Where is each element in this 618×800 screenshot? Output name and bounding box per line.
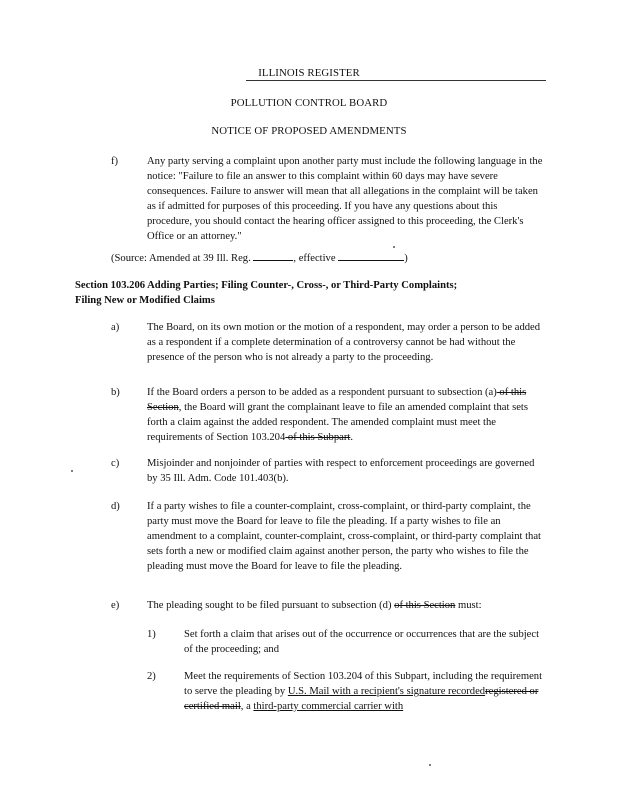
source-prefix: (Source: Amended at 39 Ill. Reg. [111,253,251,264]
para-e-part-1: The pleading sought to be filed pursuant to subsection (d) [147,600,395,611]
para-b-label: b) [111,387,120,398]
para-b-struck-1: of this Section [147,387,527,413]
para-d-label: d) [111,501,120,512]
item-2-inserted-2: third-party commercial carrier with [253,701,404,712]
para-d-text: If a party wishes to file a counter-complaint, cross-complaint, or third-party complaint, the party must move the Board for leave to file the pleading. If a party wishes to file an amendment to a complaint, counter-complaint, cross-complaint, or third-party complaint that sets forth a new or modified claim against another person, the party who wishes to file the pleading must move the Board for leave to file the pleading. [147,501,541,572]
item-1-text: Set forth a claim that arises out of the occurrence or occurrences that are the subject of the proceeding; and [184,629,540,655]
para-a-label: a) [111,322,120,333]
item-2-label: 2) [147,671,156,682]
source-mid: , effective [293,253,336,264]
item-1-label: 1) [147,629,156,640]
para-e-label: e) [111,600,120,611]
para-b-part-3: . [350,432,353,443]
para-e-part-2: must: [455,600,482,611]
section-heading [75,278,555,308]
section-heading-line-2: Filing New or Modified Claims [75,295,215,306]
register-page-blank [253,249,293,261]
para-f-label: f) [111,156,119,167]
item-2-part-1: Meet the requirements of Section 103.204 of this Subpart, including the requirement to serve the pleading by [184,671,543,697]
source-suffix: ) [404,253,408,264]
para-a-text: The Board, on its own motion or the motion of a respondent, may order a person to be added as a respondent if a complete determination of a controversy cannot be had without the presence of the person who is not already a party to the proceeding. [147,322,541,363]
scan-speck [71,470,73,472]
para-b-struck-2: of this Subpart [285,432,351,443]
header-rule [246,80,546,81]
board-title: POLLUTION CONTROL BOARD [230,97,388,109]
scan-speck [429,764,431,766]
effective-date-blank [338,249,404,261]
para-b-part-2: , the Board will grant the complainant leave to file an amended complaint that sets forth a claim against the added respondent. The amended complaint must meet the requirements of Section 103.204 [147,402,528,443]
register-title: ILLINOIS REGISTER [258,67,360,79]
item-2-text [184,669,544,714]
para-f-text: Any party serving a complaint upon another party must include the following language in the notice: "Failure to file an answer to this complaint within 60 days may have severe consequences. Failure to answer will mean that all allegations in the complaint will be taken as if admitted for purposes of this proceeding. If you have any questions about this procedure, you should contact the hearing officer assigned to this proceeding, the Clerk's Office or an attorney." [147,156,543,242]
para-c-label: c) [111,458,120,469]
para-b-text [147,385,543,445]
para-e-struck: of this Section [394,600,456,611]
scan-speck [393,246,395,248]
para-c-text: Misjoinder and nonjoinder of parties with respect to enforcement proceedings are governed by 35 Ill. Adm. Code 101.403(b). [147,458,535,484]
item-2-part-2: , a [240,701,254,712]
item-2-struck: registered or certified mail [184,686,539,712]
section-heading-line-1: Section 103.206 Adding Parties; Filing Counter-, Cross-, or Third-Party Complaints; [75,280,458,291]
notice-title: NOTICE OF PROPOSED AMENDMENTS [211,125,407,137]
item-2-inserted-1: U.S. Mail with a recipient's signature recorded [287,686,486,697]
para-e-text [147,598,543,613]
source-note [111,249,551,266]
para-b-part-1: If the Board orders a person to be added as a respondent pursuant to subsection (a) [147,387,497,398]
